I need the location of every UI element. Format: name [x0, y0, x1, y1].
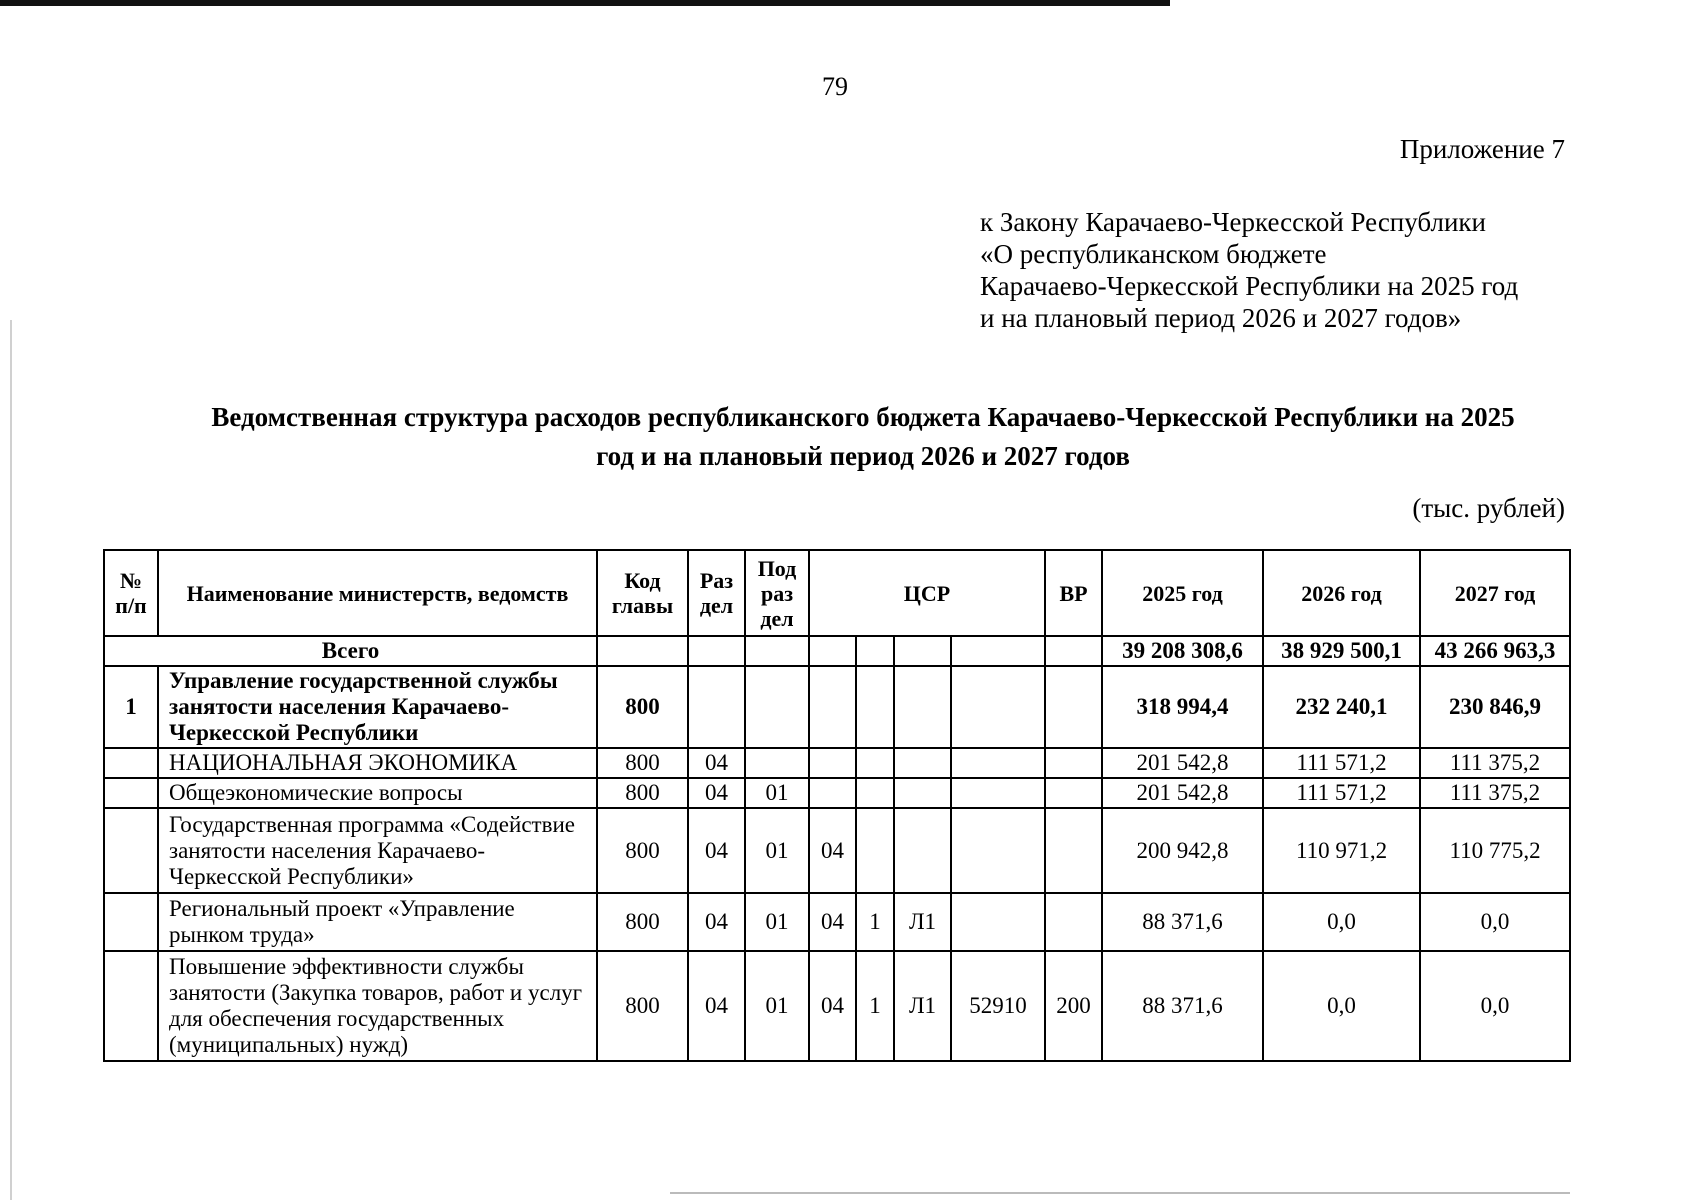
row-csr-direction: [951, 808, 1045, 893]
row-name: Государственная программа «Содействие занятости населения Карачаево-Черкесской Республики»: [158, 808, 597, 893]
row-subsection: 01: [745, 778, 809, 808]
scan-edge-bottom: [670, 1192, 1570, 1194]
row-csr-direction: [951, 893, 1045, 951]
table-row: [104, 666, 1570, 748]
row-num: [104, 893, 158, 951]
row-num: 1: [104, 666, 158, 748]
row-2025: 201 542,8: [1102, 748, 1263, 778]
row-subsection: 01: [745, 893, 809, 951]
table-row: [104, 778, 1570, 808]
row-csr-project: [894, 808, 951, 893]
row-num: [104, 951, 158, 1061]
table-row: [104, 748, 1570, 778]
total-label: Всего: [104, 636, 597, 666]
row-2027: 0,0: [1420, 893, 1570, 951]
law-reference: [980, 206, 1518, 334]
law-reference-line: «О республиканском бюджете: [980, 239, 1327, 269]
row-code: 800: [597, 951, 688, 1061]
row-vr: [1045, 748, 1102, 778]
row-csr-program: 04: [809, 808, 856, 893]
row-csr-type: [856, 666, 894, 748]
row-code: 800: [597, 748, 688, 778]
row-num: [104, 778, 158, 808]
row-section: 04: [688, 748, 745, 778]
row-section: 04: [688, 951, 745, 1061]
budget-table: [103, 549, 1571, 1062]
header-2026: 2026 год: [1263, 550, 1420, 636]
row-name: НАЦИОНАЛЬНАЯ ЭКОНОМИКА: [158, 748, 597, 778]
row-csr-program: [809, 778, 856, 808]
row-vr: 200: [1045, 951, 1102, 1061]
row-2027: 0,0: [1420, 951, 1570, 1061]
row-num: [104, 748, 158, 778]
row-name: Региональный проект «Управление рынком труда»: [158, 893, 597, 951]
row-2027: 230 846,9: [1420, 666, 1570, 748]
row-csr-project: Л1: [894, 893, 951, 951]
header-vr: ВР: [1045, 550, 1102, 636]
row-csr-direction: 52910: [951, 951, 1045, 1061]
table-row: [104, 951, 1570, 1061]
row-subsection: 01: [745, 951, 809, 1061]
row-csr-program: [809, 666, 856, 748]
row-csr-program: 04: [809, 893, 856, 951]
law-reference-line: Карачаево-Черкесской Республики на 2025 год: [980, 271, 1519, 301]
header-subsection: Под раз дел: [745, 550, 809, 636]
row-csr-project: Л1: [894, 951, 951, 1061]
document-title: [150, 398, 1576, 476]
row-name: Общеэкономические вопросы: [158, 778, 597, 808]
law-reference-line: к Закону Карачаево-Черкесской Республики: [980, 207, 1486, 237]
row-code: 800: [597, 808, 688, 893]
row-2025: 318 994,4: [1102, 666, 1263, 748]
appendix-label: Приложение 7: [1399, 134, 1565, 164]
row-section: 04: [688, 808, 745, 893]
row-vr: [1045, 893, 1102, 951]
row-2027: 111 375,2: [1420, 778, 1570, 808]
scan-edge-top: [0, 0, 1170, 6]
row-vr: [1045, 666, 1102, 748]
row-2026: 0,0: [1263, 951, 1420, 1061]
row-csr-direction: [951, 748, 1045, 778]
title-line: Ведомственная структура расходов республиканского бюджета Карачаево-Черкесской Республики на 2025: [211, 402, 1515, 432]
scan-edge-left: [10, 320, 12, 1200]
header-name: Наименование министерств, ведомств: [158, 550, 597, 636]
row-code: 800: [597, 893, 688, 951]
row-2027: 111 375,2: [1420, 748, 1570, 778]
row-name: Управление государственной службы занятости населения Карачаево-Черкесской Республики: [158, 666, 597, 748]
row-2025: 200 942,8: [1102, 808, 1263, 893]
total-2027: 43 266 963,3: [1420, 636, 1570, 666]
row-csr-type: [856, 808, 894, 893]
row-2026: 111 571,2: [1263, 778, 1420, 808]
row-2025: 201 542,8: [1102, 778, 1263, 808]
total-2026: 38 929 500,1: [1263, 636, 1420, 666]
total-2025: 39 208 308,6: [1102, 636, 1263, 666]
row-csr-program: [809, 748, 856, 778]
header-2027: 2027 год: [1420, 550, 1570, 636]
row-csr-direction: [951, 666, 1045, 748]
units-note: (тыс. рублей): [1412, 493, 1565, 523]
row-num: [104, 808, 158, 893]
row-2026: 110 971,2: [1263, 808, 1420, 893]
table-row: [104, 808, 1570, 893]
row-csr-type: [856, 748, 894, 778]
row-csr-project: [894, 666, 951, 748]
header-csr: ЦСР: [809, 550, 1045, 636]
row-subsection: [745, 748, 809, 778]
page-number: 79: [822, 72, 848, 101]
row-2026: 232 240,1: [1263, 666, 1420, 748]
row-vr: [1045, 778, 1102, 808]
row-csr-program: 04: [809, 951, 856, 1061]
row-section: [688, 666, 745, 748]
row-csr-direction: [951, 778, 1045, 808]
row-2025: 88 371,6: [1102, 893, 1263, 951]
row-csr-project: [894, 748, 951, 778]
row-2027: 110 775,2: [1420, 808, 1570, 893]
row-code: 800: [597, 778, 688, 808]
row-2026: 111 571,2: [1263, 748, 1420, 778]
row-2025: 88 371,6: [1102, 951, 1263, 1061]
header-chapter-code: Код главы: [597, 550, 688, 636]
row-csr-project: [894, 778, 951, 808]
row-section: 04: [688, 778, 745, 808]
row-csr-type: 1: [856, 893, 894, 951]
row-csr-type: [856, 778, 894, 808]
row-code: 800: [597, 666, 688, 748]
header-row: [104, 550, 1570, 636]
header-2025: 2025 год: [1102, 550, 1263, 636]
header-num: № п/п: [104, 550, 158, 636]
total-row: [104, 636, 1570, 666]
row-vr: [1045, 808, 1102, 893]
row-section: 04: [688, 893, 745, 951]
row-2026: 0,0: [1263, 893, 1420, 951]
table-row: [104, 893, 1570, 951]
row-subsection: [745, 666, 809, 748]
header-section: Раз дел: [688, 550, 745, 636]
title-line: год и на плановый период 2026 и 2027 годов: [596, 441, 1130, 471]
row-subsection: 01: [745, 808, 809, 893]
law-reference-line: и на плановый период 2026 и 2027 годов»: [980, 303, 1462, 333]
row-name: Повышение эффективности службы занятости (Закупка товаров, работ и услуг для обеспечения государственных (муниципальных) нужд): [158, 951, 597, 1061]
row-csr-type: 1: [856, 951, 894, 1061]
